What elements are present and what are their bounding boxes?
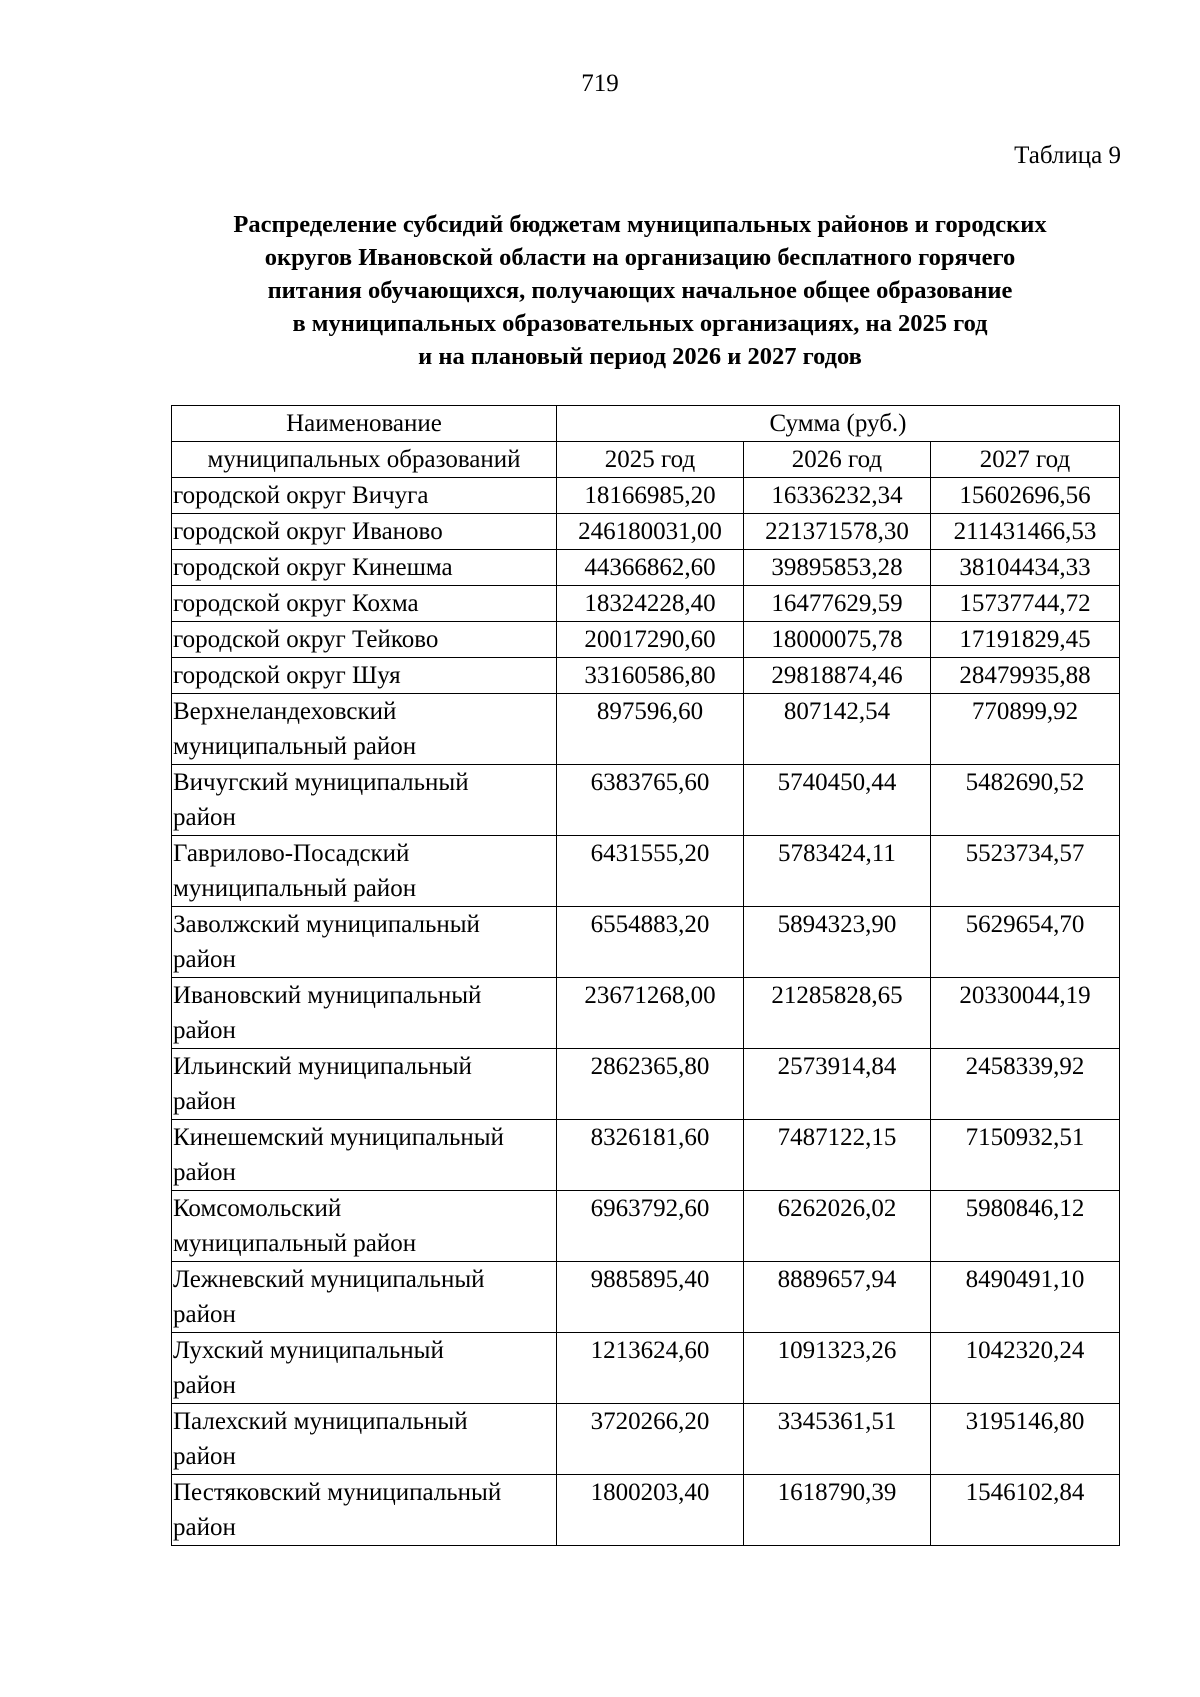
amount-2026-cell: 2573914,84 xyxy=(743,1049,930,1120)
amount-2026-cell: 221371578,30 xyxy=(743,514,930,550)
amount-2027-cell: 15602696,56 xyxy=(930,478,1119,514)
amount-2025-cell: 2862365,80 xyxy=(557,1049,744,1120)
municipality-name-cell xyxy=(172,765,557,836)
document-title xyxy=(160,208,1120,373)
municipality-name-line1: Ильинский муниципальный xyxy=(173,1053,472,1080)
table-row xyxy=(172,694,1120,765)
municipality-name-line1: городской округ Тейково xyxy=(173,626,439,653)
table-row xyxy=(172,550,1120,586)
amount-2025-cell: 6431555,20 xyxy=(557,836,744,907)
municipality-name-cell xyxy=(172,550,557,586)
amount-2027-cell: 1042320,24 xyxy=(930,1333,1119,1404)
municipality-name-line1: городской округ Кохма xyxy=(173,590,419,617)
table-row xyxy=(172,478,1120,514)
table-row xyxy=(172,1262,1120,1333)
amount-2026-cell: 16477629,59 xyxy=(743,586,930,622)
amount-2026-cell: 5894323,90 xyxy=(743,907,930,978)
municipality-name-line2: район xyxy=(173,804,236,831)
amount-2026-cell: 807142,54 xyxy=(743,694,930,765)
amount-2027-cell: 20330044,19 xyxy=(930,978,1119,1049)
title-line: питания обучающихся, получающих начальное общее образование xyxy=(267,277,1013,304)
municipality-name-line2: район xyxy=(173,1443,236,1470)
amount-2027-cell: 5523734,57 xyxy=(930,836,1119,907)
municipality-name-line2: муниципальный район xyxy=(173,875,417,902)
municipality-name-line2: муниципальный район xyxy=(173,1230,417,1257)
municipality-name-cell xyxy=(172,978,557,1049)
municipality-name-line1: Пестяковский муниципальный xyxy=(173,1479,502,1506)
municipality-name-line1: Комсомольский xyxy=(173,1195,342,1222)
amount-2025-cell: 33160586,80 xyxy=(557,658,744,694)
amount-2027-cell: 28479935,88 xyxy=(930,658,1119,694)
amount-2025-cell: 1800203,40 xyxy=(557,1475,744,1546)
municipality-name-line1: городской округ Кинешма xyxy=(173,554,453,581)
page-number: 719 xyxy=(581,70,619,97)
municipality-name-cell xyxy=(172,836,557,907)
municipality-name-line2: район xyxy=(173,1372,236,1399)
table-row xyxy=(172,1120,1120,1191)
header-sum-group: Сумма (руб.) xyxy=(557,406,1120,442)
amount-2026-cell: 21285828,65 xyxy=(743,978,930,1049)
amount-2026-cell: 1091323,26 xyxy=(743,1333,930,1404)
amount-2027-cell: 211431466,53 xyxy=(930,514,1119,550)
header-year-2027: 2027 год xyxy=(930,442,1119,478)
amount-2026-cell: 8889657,94 xyxy=(743,1262,930,1333)
amount-2027-cell: 5629654,70 xyxy=(930,907,1119,978)
amount-2025-cell: 6963792,60 xyxy=(557,1191,744,1262)
municipality-name-line1: Лежневский муниципальный xyxy=(173,1266,485,1293)
amount-2027-cell: 770899,92 xyxy=(930,694,1119,765)
municipality-name-line1: Палехский муниципальный xyxy=(173,1408,468,1435)
subsidy-table xyxy=(171,405,1120,1546)
table-row xyxy=(172,586,1120,622)
amount-2026-cell: 3345361,51 xyxy=(743,1404,930,1475)
amount-2027-cell: 2458339,92 xyxy=(930,1049,1119,1120)
amount-2025-cell: 18324228,40 xyxy=(557,586,744,622)
municipality-name-line1: городской округ Вичуга xyxy=(173,482,429,509)
municipality-name-line2: муниципальный район xyxy=(173,733,417,760)
municipality-name-line1: Ивановский муниципальный xyxy=(173,982,482,1009)
table-body xyxy=(172,478,1120,1546)
amount-2026-cell: 5783424,11 xyxy=(743,836,930,907)
table-row xyxy=(172,1404,1120,1475)
municipality-name-line1: Верхнеландеховский xyxy=(173,698,397,725)
amount-2027-cell: 3195146,80 xyxy=(930,1404,1119,1475)
title-line: и на плановый период 2026 и 2027 годов xyxy=(418,343,862,370)
table-row xyxy=(172,978,1120,1049)
amount-2025-cell: 6383765,60 xyxy=(557,765,744,836)
title-line: округов Ивановской области на организацию бесплатного горячего xyxy=(264,244,1016,271)
table-row xyxy=(172,622,1120,658)
municipality-name-line2: район xyxy=(173,1159,236,1186)
municipality-name-line2: район xyxy=(173,1088,236,1115)
municipality-name-line1: Кинешемский муниципальный xyxy=(173,1124,504,1151)
municipality-name-cell xyxy=(172,1475,557,1546)
amount-2025-cell: 9885895,40 xyxy=(557,1262,744,1333)
header-name-line2: муниципальных образований xyxy=(172,442,557,478)
amount-2027-cell: 5482690,52 xyxy=(930,765,1119,836)
amount-2027-cell: 5980846,12 xyxy=(930,1191,1119,1262)
table-row xyxy=(172,1333,1120,1404)
amount-2026-cell: 18000075,78 xyxy=(743,622,930,658)
municipality-name-line1: Заволжский муниципальный xyxy=(173,911,480,938)
municipality-name-cell xyxy=(172,694,557,765)
municipality-name-cell xyxy=(172,514,557,550)
municipality-name-cell xyxy=(172,1404,557,1475)
amount-2025-cell: 897596,60 xyxy=(557,694,744,765)
municipality-name-cell xyxy=(172,586,557,622)
amount-2025-cell: 1213624,60 xyxy=(557,1333,744,1404)
municipality-name-line1: городской округ Иваново xyxy=(173,518,443,545)
amount-2025-cell: 3720266,20 xyxy=(557,1404,744,1475)
amount-2027-cell: 38104434,33 xyxy=(930,550,1119,586)
header-year-2025: 2025 год xyxy=(557,442,744,478)
header-year-2026: 2026 год xyxy=(743,442,930,478)
amount-2026-cell: 29818874,46 xyxy=(743,658,930,694)
table-row xyxy=(172,1049,1120,1120)
amount-2027-cell: 7150932,51 xyxy=(930,1120,1119,1191)
municipality-name-cell xyxy=(172,658,557,694)
municipality-name-cell xyxy=(172,1333,557,1404)
amount-2025-cell: 8326181,60 xyxy=(557,1120,744,1191)
municipality-name-line1: Вичугский муниципальный xyxy=(173,769,469,796)
amount-2025-cell: 20017290,60 xyxy=(557,622,744,658)
municipality-name-cell xyxy=(172,622,557,658)
amount-2025-cell: 44366862,60 xyxy=(557,550,744,586)
municipality-name-line2: район xyxy=(173,1301,236,1328)
municipality-name-line1: Лухский муниципальный xyxy=(173,1337,444,1364)
amount-2027-cell: 8490491,10 xyxy=(930,1262,1119,1333)
municipality-name-cell xyxy=(172,478,557,514)
municipality-name-line1: городской округ Шуя xyxy=(173,662,401,689)
table-row xyxy=(172,907,1120,978)
title-line: в муниципальных образовательных организациях, на 2025 год xyxy=(292,310,988,337)
table-label: Таблица 9 xyxy=(1014,142,1121,169)
amount-2026-cell: 16336232,34 xyxy=(743,478,930,514)
amount-2025-cell: 23671268,00 xyxy=(557,978,744,1049)
table-row xyxy=(172,765,1120,836)
amount-2026-cell: 6262026,02 xyxy=(743,1191,930,1262)
amount-2025-cell: 246180031,00 xyxy=(557,514,744,550)
amount-2026-cell: 7487122,15 xyxy=(743,1120,930,1191)
municipality-name-line1: Гаврилово-Посадский xyxy=(173,840,410,867)
amount-2027-cell: 1546102,84 xyxy=(930,1475,1119,1546)
amount-2026-cell: 5740450,44 xyxy=(743,765,930,836)
municipality-name-line2: район xyxy=(173,1514,236,1541)
table-row xyxy=(172,1191,1120,1262)
municipality-name-cell xyxy=(172,1120,557,1191)
amount-2026-cell: 39895853,28 xyxy=(743,550,930,586)
amount-2026-cell: 1618790,39 xyxy=(743,1475,930,1546)
header-name-line1: Наименование xyxy=(172,406,557,442)
amount-2025-cell: 6554883,20 xyxy=(557,907,744,978)
amount-2025-cell: 18166985,20 xyxy=(557,478,744,514)
municipality-name-cell xyxy=(172,1191,557,1262)
amount-2027-cell: 17191829,45 xyxy=(930,622,1119,658)
table-row xyxy=(172,658,1120,694)
table-row xyxy=(172,836,1120,907)
table-row xyxy=(172,514,1120,550)
amount-2027-cell: 15737744,72 xyxy=(930,586,1119,622)
table-row xyxy=(172,1475,1120,1546)
title-line: Распределение субсидий бюджетам муниципальных районов и городских xyxy=(233,211,1047,238)
municipality-name-cell xyxy=(172,1262,557,1333)
municipality-name-line2: район xyxy=(173,1017,236,1044)
municipality-name-line2: район xyxy=(173,946,236,973)
municipality-name-cell xyxy=(172,907,557,978)
municipality-name-cell xyxy=(172,1049,557,1120)
